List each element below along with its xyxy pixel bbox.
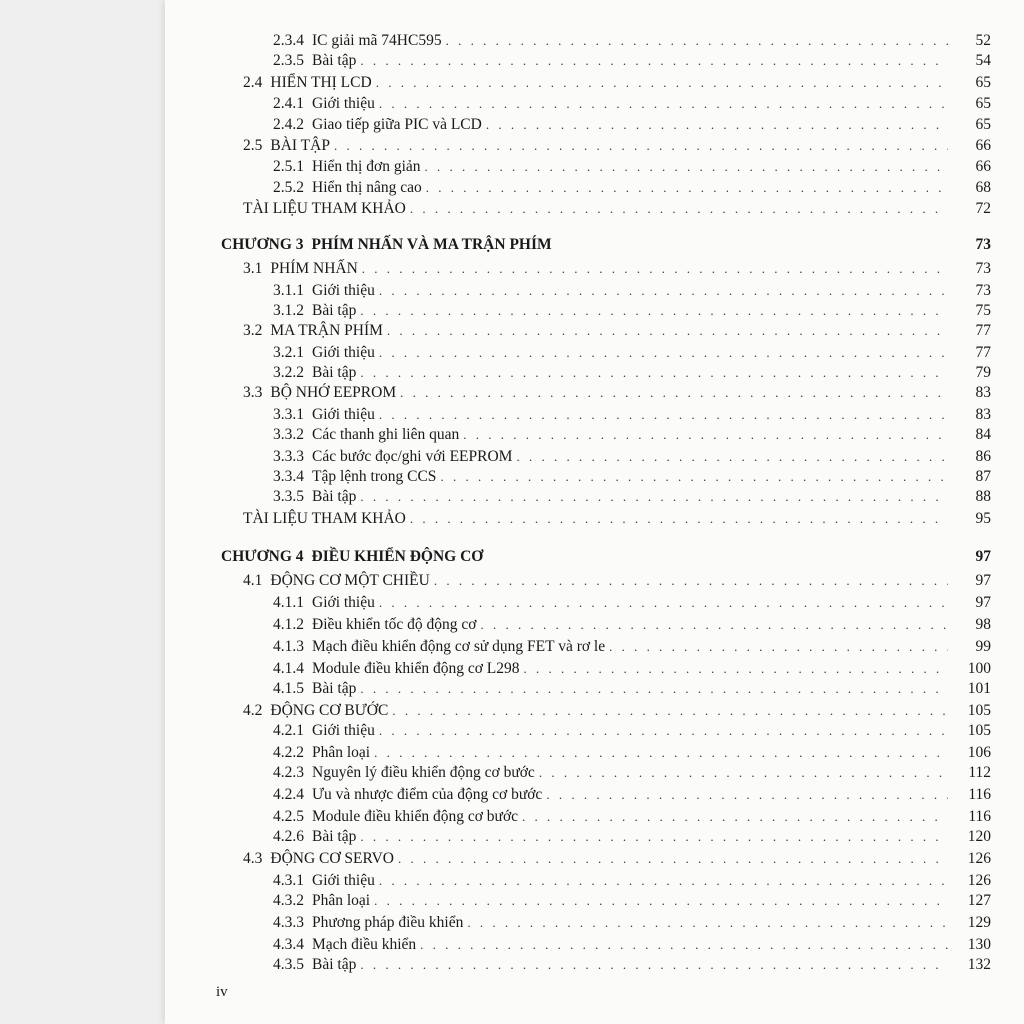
toc-entry-page: 65 (975, 116, 991, 133)
toc-entry-number: 3.3.1 (273, 406, 304, 423)
toc-entry-page: 99 (975, 638, 991, 655)
toc-entry-number: 4.2.4 (273, 786, 304, 803)
toc-entry (165, 466, 1024, 488)
toc-entry-page: 73 (975, 282, 991, 299)
toc-entry-number: 2.5.2 (273, 179, 304, 196)
toc-entry-title: Tập lệnh trong CCS (312, 468, 437, 485)
dot-leader (539, 762, 948, 784)
dot-leader (426, 177, 948, 199)
toc-entry-title: Hiển thị nâng cao (312, 179, 422, 196)
toc-entry-title: Mạch điều khiển động cơ sử dụng FET và rơ le (312, 638, 606, 655)
toc-entry-page: 68 (975, 179, 991, 196)
dot-leader (374, 742, 948, 764)
toc-entry (165, 934, 1024, 956)
dot-leader (446, 30, 948, 52)
toc-entry-page: 130 (967, 936, 991, 953)
dot-leader (360, 486, 948, 508)
toc-entry-title: Bài tập (312, 828, 357, 845)
toc-entry-number: 4.3.2 (273, 892, 304, 909)
toc-entry-page: 83 (975, 406, 991, 423)
toc-entry (165, 700, 1024, 722)
toc-entry-title: HIỂN THỊ LCD (270, 74, 372, 91)
toc-entry-page: 73 (975, 236, 991, 253)
toc-entry-number: 4.1.4 (273, 660, 304, 677)
toc-entry (165, 446, 1024, 468)
toc-entry-page: 120 (967, 828, 991, 845)
toc-entry-page: 79 (975, 364, 991, 381)
toc-entry-number: 4.2 (243, 702, 263, 719)
dot-leader (410, 198, 948, 220)
toc-entry-title: Bài tập (312, 364, 357, 381)
toc-entry-page: 77 (975, 344, 991, 361)
toc-entry (165, 508, 1024, 530)
page-number: iv (216, 984, 228, 1000)
toc-entry-number: 4.3.4 (273, 936, 304, 953)
toc-entry-number: 2.3.5 (273, 52, 304, 69)
dot-leader (374, 890, 948, 912)
dot-leader (524, 658, 948, 680)
toc-entry-title: ĐỘNG CƠ MỘT CHIỀU (270, 572, 430, 589)
toc-entry-number: 4.1.1 (273, 594, 304, 611)
toc-entry-number: 4.2.6 (273, 828, 304, 845)
toc-entry-title: Nguyên lý điều khiển động cơ bước (312, 764, 535, 781)
toc-entry-page: 132 (967, 956, 991, 973)
dot-leader (480, 614, 948, 636)
toc-entry-number: 3.2.1 (273, 344, 304, 361)
toc-entry-title: Phân loại (312, 744, 371, 761)
dot-leader (400, 382, 948, 404)
toc-entry-number: 4.3.1 (273, 872, 304, 889)
toc-entry-page: 65 (975, 74, 991, 91)
dot-leader (467, 912, 948, 934)
toc-entry-title: Giao tiếp giữa PIC và LCD (312, 116, 482, 133)
dot-leader (362, 258, 948, 280)
toc-entry (165, 658, 1024, 680)
toc-entry-page: 127 (967, 892, 991, 909)
toc-entry-title: Bài tập (312, 680, 357, 697)
toc-entry-title: MA TRẬN PHÍM (270, 322, 383, 339)
toc-entry (165, 258, 1024, 280)
toc-entry (165, 912, 1024, 934)
toc-entry-title: Bài tập (312, 302, 357, 319)
toc-entry-number: 4.2.1 (273, 722, 304, 739)
dot-leader (425, 156, 949, 178)
toc-entry-title: Giới thiệu (312, 406, 375, 423)
toc-entry (165, 826, 1024, 848)
toc-entry-page: 106 (967, 744, 991, 761)
toc-entry (165, 177, 1024, 199)
toc-entry (165, 135, 1024, 157)
dot-leader (379, 342, 948, 364)
toc-entry-number: 3.2.2 (273, 364, 304, 381)
toc-entry-page: 73 (975, 260, 991, 277)
toc-entry-page: 86 (975, 448, 991, 465)
toc-entry (165, 93, 1024, 115)
toc-entry-number: 4.2.5 (273, 808, 304, 825)
dot-leader (379, 93, 948, 115)
toc-entry-title: Phân loại (312, 892, 371, 909)
toc-entry (165, 114, 1024, 136)
dot-leader (486, 114, 948, 136)
toc-entry-number: 3.2 (243, 322, 263, 339)
dot-leader (360, 954, 948, 976)
toc-entry (165, 720, 1024, 742)
toc-entry-title: PHÍM NHẤN VÀ MA TRẬN PHÍM (311, 236, 552, 253)
toc-entry-page: 97 (975, 548, 991, 565)
dot-leader (410, 508, 948, 530)
toc-entry-page: 72 (975, 200, 991, 217)
toc-entry-number: 3.1.1 (273, 282, 304, 299)
toc-entry (165, 570, 1024, 592)
toc-entry (165, 954, 1024, 976)
toc-entry (165, 280, 1024, 302)
toc-entry-title: Giới thiệu (312, 594, 375, 611)
dot-leader (522, 806, 948, 828)
toc-entry-page: 75 (975, 302, 991, 319)
toc-entry-number: 4.2.3 (273, 764, 304, 781)
dot-leader (434, 570, 948, 592)
toc-entry (165, 424, 1024, 446)
toc-entry (165, 678, 1024, 700)
toc-entry-page: 98 (975, 616, 991, 633)
toc-entry-page: 129 (967, 914, 991, 931)
toc-entry (165, 636, 1024, 658)
dot-leader (376, 72, 948, 94)
toc-entry-page: 105 (967, 722, 991, 739)
toc-entry-title: Bài tập (312, 52, 357, 69)
toc-entry-title: ĐỘNG CƠ BƯỚC (270, 702, 389, 719)
toc-entry-number: 4.3.5 (273, 956, 304, 973)
dot-leader (546, 784, 948, 806)
toc-entry-page: 88 (975, 488, 991, 505)
toc-entry-number: 4.2.2 (273, 744, 304, 761)
toc-entry-title: Module điều khiển động cơ L298 (312, 660, 520, 677)
dot-leader (379, 720, 948, 742)
toc-entry (165, 342, 1024, 364)
toc-entry (165, 30, 1024, 52)
toc-entry-page: 126 (967, 850, 991, 867)
book-page (165, 0, 1024, 1024)
toc-entry-page: 66 (975, 158, 991, 175)
toc-entry-title: Điều khiển tốc độ động cơ (312, 616, 477, 633)
toc-entry-title: Mạch điều khiển (312, 936, 417, 953)
toc-entry (165, 382, 1024, 404)
dot-leader (379, 870, 948, 892)
toc-entry (165, 806, 1024, 828)
toc-entry-title: PHÍM NHẤN (270, 260, 358, 277)
toc-entry (165, 848, 1024, 870)
toc-entry-title: TÀI LIỆU THAM KHẢO (243, 200, 406, 217)
toc-chapter-entry (165, 546, 1024, 568)
toc-entry-number: 3.1.2 (273, 302, 304, 319)
toc-entry (165, 486, 1024, 508)
toc-entry (165, 784, 1024, 806)
toc-entry-number: 4.1 (243, 572, 263, 589)
toc-entry-page: 97 (975, 572, 991, 589)
toc-entry-number: 3.3.4 (273, 468, 304, 485)
toc-entry-title: Giới thiệu (312, 344, 375, 361)
dot-leader (463, 424, 948, 446)
toc-entry-title: Giới thiệu (312, 95, 375, 112)
toc-entry (165, 198, 1024, 220)
toc-entry-title: Module điều khiển động cơ bước (312, 808, 519, 825)
toc-entry-title: ĐIỀU KHIỂN ĐỘNG CƠ (311, 548, 484, 565)
toc-entry-page: 95 (975, 510, 991, 527)
toc-entry (165, 592, 1024, 614)
toc-entry-page: 83 (975, 384, 991, 401)
toc-entry (165, 320, 1024, 342)
dot-leader (360, 826, 948, 848)
toc-entry-page: 87 (975, 468, 991, 485)
toc-entry-page: 77 (975, 322, 991, 339)
toc-entry-title: IC giải mã 74HC595 (312, 32, 442, 49)
toc-entry-page: 116 (968, 786, 991, 803)
toc-entry-page: 100 (967, 660, 991, 677)
toc-entry-number: 2.5 (243, 137, 263, 154)
toc-entry (165, 614, 1024, 636)
dot-leader (379, 280, 948, 302)
toc-entry-number: 2.4.2 (273, 116, 304, 133)
toc-entry (165, 300, 1024, 322)
toc-entry-number: CHƯƠNG 4 (221, 548, 304, 565)
toc-entry (165, 404, 1024, 426)
toc-entry-number: 4.1.3 (273, 638, 304, 655)
toc-entry-number: 2.4 (243, 74, 263, 91)
dot-leader (379, 592, 948, 614)
toc-entry-title: ĐỘNG CƠ SERVO (270, 850, 395, 867)
toc-entry (165, 50, 1024, 72)
dot-leader (420, 934, 948, 956)
toc-entry (165, 890, 1024, 912)
toc-entry-page: 54 (975, 52, 991, 69)
dot-leader (609, 636, 948, 658)
toc-entry-number: CHƯƠNG 3 (221, 236, 304, 253)
toc-entry (165, 742, 1024, 764)
toc-entry-number: 4.1.2 (273, 616, 304, 633)
toc-entry (165, 870, 1024, 892)
toc-entry-title: Hiển thị đơn giản (312, 158, 421, 175)
toc-entry-title: BỘ NHỚ EEPROM (270, 384, 397, 401)
toc-entry-title: Phương pháp điều khiển (312, 914, 464, 931)
dot-leader (334, 135, 948, 157)
toc-entry-page: 126 (967, 872, 991, 889)
toc-entry (165, 72, 1024, 94)
table-of-contents (165, 0, 1024, 1024)
toc-entry-number: 3.3.5 (273, 488, 304, 505)
toc-entry (165, 156, 1024, 178)
toc-entry-number: 2.5.1 (273, 158, 304, 175)
dot-leader (360, 50, 948, 72)
toc-entry-title: TÀI LIỆU THAM KHẢO (243, 510, 406, 527)
toc-entry-number: 3.1 (243, 260, 263, 277)
dot-leader (360, 362, 948, 384)
toc-entry-title: BÀI TẬP (270, 137, 330, 154)
toc-entry-page: 97 (975, 594, 991, 611)
toc-entry-page: 65 (975, 95, 991, 112)
toc-entry-title: Giới thiệu (312, 282, 375, 299)
toc-entry-page: 101 (967, 680, 991, 697)
dot-leader (516, 446, 948, 468)
toc-entry-title: Các thanh ghi liên quan (312, 426, 460, 443)
toc-entry-title: Giới thiệu (312, 872, 375, 889)
toc-entry-page: 116 (968, 808, 991, 825)
toc-entry (165, 362, 1024, 384)
toc-entry-number: 3.3.3 (273, 448, 304, 465)
toc-entry-number: 4.1.5 (273, 680, 304, 697)
dot-leader (387, 320, 948, 342)
dot-leader (440, 466, 948, 488)
toc-entry-title: Các bước đọc/ghi với EEPROM (312, 448, 513, 465)
toc-entry-title: Giới thiệu (312, 722, 375, 739)
toc-entry (165, 762, 1024, 784)
dot-leader (379, 404, 948, 426)
dot-leader (392, 700, 948, 722)
toc-entry-number: 2.3.4 (273, 32, 304, 49)
toc-entry-number: 2.4.1 (273, 95, 304, 112)
toc-entry-title: Bài tập (312, 956, 357, 973)
toc-entry-page: 84 (975, 426, 991, 443)
toc-entry-number: 3.3 (243, 384, 263, 401)
toc-chapter-entry (165, 234, 1024, 256)
dot-leader (360, 678, 948, 700)
toc-entry-number: 4.3.3 (273, 914, 304, 931)
toc-entry-page: 52 (975, 32, 991, 49)
toc-entry-page: 112 (968, 764, 991, 781)
toc-entry-number: 4.3 (243, 850, 263, 867)
toc-entry-title: Bài tập (312, 488, 357, 505)
toc-entry-title: Ưu và nhược điểm của động cơ bước (312, 786, 543, 803)
dot-leader (398, 848, 948, 870)
dot-leader (360, 300, 948, 322)
toc-entry-page: 105 (967, 702, 991, 719)
toc-entry-number: 3.3.2 (273, 426, 304, 443)
toc-entry-page: 66 (975, 137, 991, 154)
